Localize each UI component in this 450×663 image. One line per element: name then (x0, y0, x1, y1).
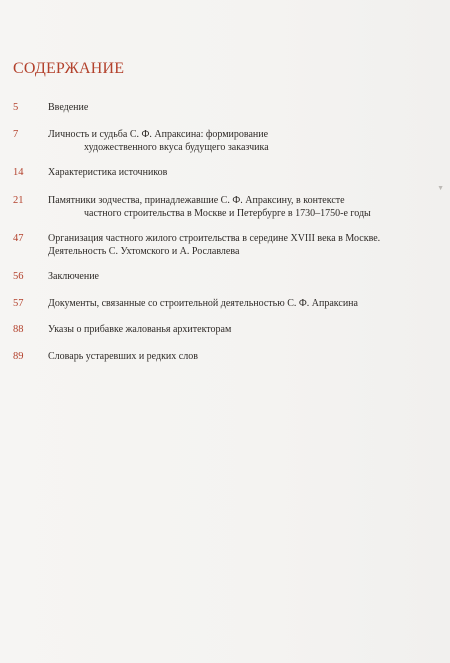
toc-entry-line: Заключение (48, 271, 99, 282)
toc-page-number: 57 (13, 298, 24, 309)
toc-entry-line: Деятельность С. Ухтомского и А. Рославлева (48, 246, 240, 257)
page-edge-mark: ▼ (437, 184, 444, 192)
toc-entry-line: Указы о прибавке жалованья архитекторам (48, 324, 232, 335)
toc-entry-title (48, 270, 433, 283)
toc-page-number: 7 (13, 129, 19, 140)
toc-entry-line: Организация частного жилого строительства в середине XVIII века в Москве. (48, 233, 381, 244)
toc-entry-line: художественного вкуса будущего заказчика (84, 142, 269, 153)
toc-entry-title (48, 166, 433, 179)
page-title: СОДЕРЖАНИЕ (13, 60, 125, 77)
toc-entry-title (48, 194, 433, 220)
toc-page-number: 5 (13, 102, 19, 113)
toc-entry-title (48, 323, 433, 336)
toc-entry-line: Введение (48, 102, 89, 113)
toc-entry-line: частного строительства в Москве и Петербурге в 1730–1750-е годы (84, 208, 371, 219)
toc-entry-line: Характеристика источников (48, 167, 168, 178)
toc-entry-title (48, 297, 433, 310)
toc-entry-line: Памятники зодчества, принадлежавшие С. Ф. Апраксину, в контексте (48, 195, 345, 206)
toc-entry-line: Документы, связанные со строительной деятельностью С. Ф. Апраксина (48, 298, 358, 309)
toc-page-number: 47 (13, 233, 24, 244)
toc-entry-title (48, 101, 433, 114)
toc-page-number: 88 (13, 324, 24, 335)
toc-entry-line: Личность и судьба С. Ф. Апраксина: формирование (48, 129, 269, 140)
toc-entry-line: Словарь устаревших и редких слов (48, 351, 198, 362)
toc-entry-title (48, 350, 433, 363)
toc-page-number: 14 (13, 167, 24, 178)
toc-page-number: 89 (13, 351, 24, 362)
toc-entry-title (48, 128, 433, 154)
toc-entry-title (48, 232, 433, 258)
toc-page-number: 21 (13, 195, 24, 206)
toc-page-number: 56 (13, 271, 24, 282)
